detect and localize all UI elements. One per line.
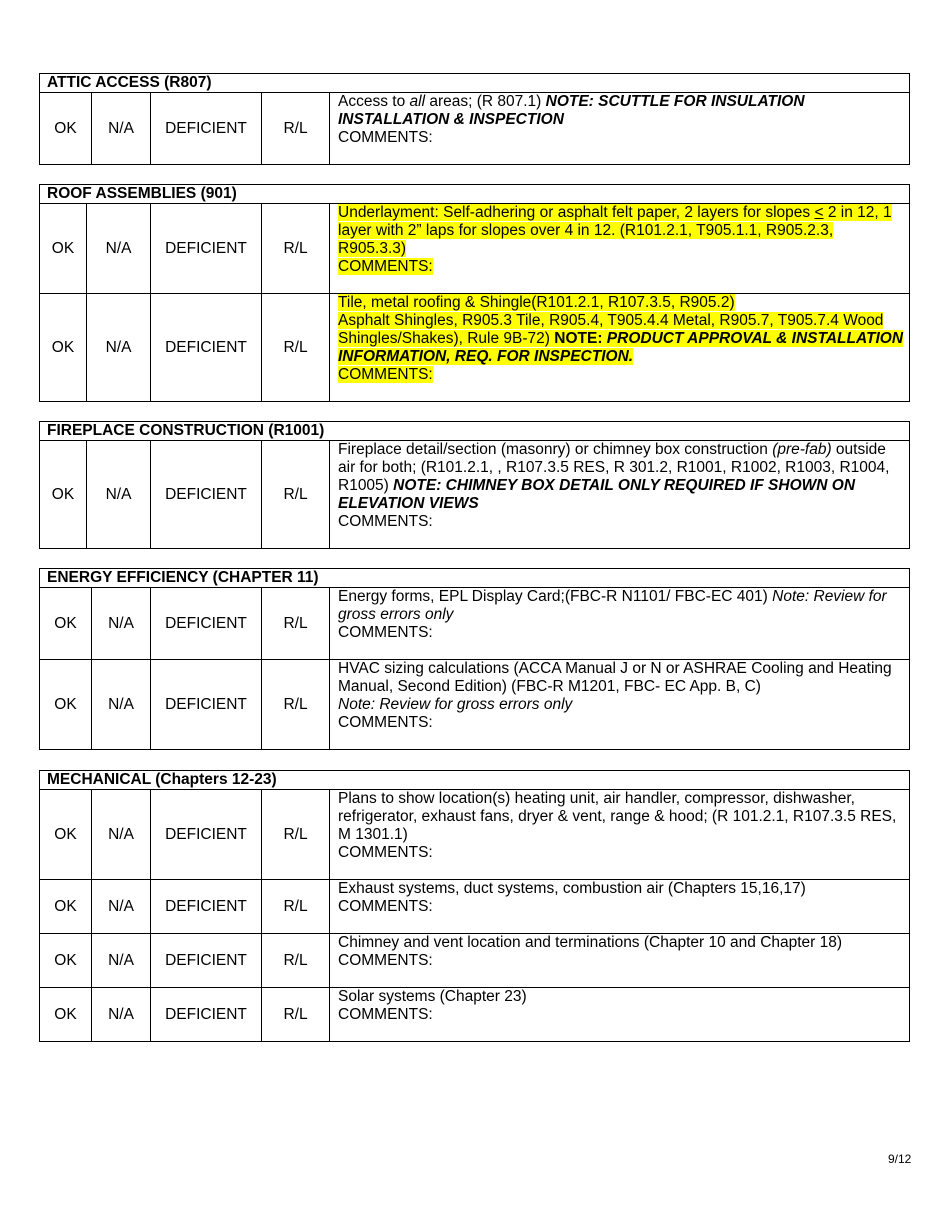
requirement-description: HVAC sizing calculations (ACCA Manual J or N or ASHRAE Cooling and Heating Manual, Second Edition) (FBC-R M1201, FBC- EC App. B, C) Note: Review for gross errors only COMMENTS: — [330, 660, 910, 750]
section-title: ENERGY EFFICIENCY (CHAPTER 11) — [40, 569, 910, 588]
option-ok[interactable]: OK — [40, 204, 87, 294]
option-ok[interactable]: OK — [40, 93, 92, 165]
requirement-description: Chimney and vent location and terminations (Chapter 10 and Chapter 18) COMMENTS: — [330, 934, 910, 988]
option-ok[interactable]: OK — [40, 988, 92, 1042]
section-title: MECHANICAL (Chapters 12-23) — [40, 771, 910, 790]
option-rl[interactable]: R/L — [262, 93, 330, 165]
option-deficient[interactable]: DEFICIENT — [151, 204, 262, 294]
option-ok[interactable]: OK — [40, 790, 92, 880]
option-rl[interactable]: R/L — [262, 934, 330, 988]
option-ok[interactable]: OK — [40, 660, 92, 750]
option-ok[interactable]: OK — [40, 934, 92, 988]
option-na[interactable]: N/A — [92, 934, 151, 988]
option-na[interactable]: N/A — [92, 790, 151, 880]
comments-label: COMMENTS: — [338, 258, 433, 275]
comments-label: COMMENTS: — [338, 129, 433, 146]
checklist-row — [40, 934, 910, 988]
option-ok[interactable]: OK — [40, 588, 92, 660]
requirement-description: Fireplace detail/section (masonry) or chimney box construction (pre-fab) outside air for both; (R101.2.1, , R107.3.5 RES, R 301.2, R1001, R1002, R1003, R1004, R1005) NOTE: CHIMNEY BOX DETAIL ONLY REQUIRED IF SHOWN ON ELEVATION VIEWS COMMENTS: — [330, 441, 910, 549]
option-deficient[interactable]: DEFICIENT — [151, 441, 262, 549]
option-deficient[interactable]: DEFICIENT — [151, 790, 262, 880]
comments-label: COMMENTS: — [338, 714, 433, 731]
comments-label: COMMENTS: — [338, 1006, 433, 1023]
option-rl[interactable]: R/L — [262, 294, 330, 402]
checklist-row — [40, 204, 910, 294]
section-title: FIREPLACE CONSTRUCTION (R1001) — [40, 422, 910, 441]
fireplace-construction-section — [39, 421, 910, 549]
requirement-description: Exhaust systems, duct systems, combustion air (Chapters 15,16,17) COMMENTS: — [330, 880, 910, 934]
requirement-description: Access to all areas; (R 807.1) NOTE: SCUTTLE FOR INSULATION INSTALLATION & INSPECTION COMMENTS: — [330, 93, 910, 165]
requirement-description: Plans to show location(s) heating unit, air handler, compressor, dishwasher, refrigerator, exhaust fans, dryer & vent, range & hood; (R 101.2.1, R107.3.5 RES, M 1301.1) COMMENTS: — [330, 790, 910, 880]
option-rl[interactable]: R/L — [262, 660, 330, 750]
comments-label: COMMENTS: — [338, 844, 433, 861]
option-rl[interactable]: R/L — [262, 588, 330, 660]
option-na[interactable]: N/A — [87, 204, 151, 294]
option-deficient[interactable]: DEFICIENT — [151, 294, 262, 402]
requirement-description: Solar systems (Chapter 23) COMMENTS: — [330, 988, 910, 1042]
option-rl[interactable]: R/L — [262, 790, 330, 880]
checklist-row — [40, 93, 910, 165]
option-deficient[interactable]: DEFICIENT — [151, 93, 262, 165]
comments-label: COMMENTS: — [338, 898, 433, 915]
option-deficient[interactable]: DEFICIENT — [151, 934, 262, 988]
option-na[interactable]: N/A — [92, 93, 151, 165]
option-na[interactable]: N/A — [87, 294, 151, 402]
comments-label: COMMENTS: — [338, 952, 433, 969]
option-na[interactable]: N/A — [92, 660, 151, 750]
checklist-row — [40, 790, 910, 880]
roof-assemblies-section — [39, 184, 910, 402]
page-number: 9/12 — [888, 1152, 912, 1166]
option-ok[interactable]: OK — [40, 441, 87, 549]
checklist-row — [40, 441, 910, 549]
option-na[interactable]: N/A — [92, 988, 151, 1042]
option-ok[interactable]: OK — [40, 294, 87, 402]
option-deficient[interactable]: DEFICIENT — [151, 988, 262, 1042]
checklist-row — [40, 988, 910, 1042]
energy-efficiency-section — [39, 568, 910, 750]
option-rl[interactable]: R/L — [262, 441, 330, 549]
section-title: ROOF ASSEMBLIES (901) — [40, 185, 910, 204]
comments-label: COMMENTS: — [338, 624, 433, 641]
option-na[interactable]: N/A — [92, 880, 151, 934]
option-rl[interactable]: R/L — [262, 204, 330, 294]
checklist-row — [40, 880, 910, 934]
checklist-row — [40, 294, 910, 402]
option-rl[interactable]: R/L — [262, 988, 330, 1042]
comments-label: COMMENTS: — [338, 513, 433, 530]
option-na[interactable]: N/A — [87, 441, 151, 549]
option-na[interactable]: N/A — [92, 588, 151, 660]
option-ok[interactable]: OK — [40, 880, 92, 934]
checklist-row — [40, 588, 910, 660]
option-deficient[interactable]: DEFICIENT — [151, 880, 262, 934]
requirement-description: Underlayment: Self-adhering or asphalt felt paper, 2 layers for slopes < 2 in 12, 1 layer with 2” laps for slopes over 4 in 12. (R101.2.1, T905.1.1, R905.2.3, R905.3.3) COMMENTS: — [330, 204, 910, 294]
section-title: ATTIC ACCESS (R807) — [40, 74, 910, 93]
mechanical-section — [39, 770, 910, 1042]
requirement-description: Energy forms, EPL Display Card;(FBC-R N1101/ FBC-EC 401) Note: Review for gross errors only COMMENTS: — [330, 588, 910, 660]
option-rl[interactable]: R/L — [262, 880, 330, 934]
comments-label: COMMENTS: — [338, 366, 433, 383]
option-deficient[interactable]: DEFICIENT — [151, 588, 262, 660]
requirement-description: Tile, metal roofing & Shingle(R101.2.1, R107.3.5, R905.2) Asphalt Shingles, R905.3 Tile, R905.4, T905.4.4 Metal, R905.7, T905.7.4 Wood Shingles/Shakes), Rule 9B-72) NOTE: PRODUCT APPROVAL & INSTALLATION INFORMATION, REQ. FOR INSPECTION. COMMENTS: — [330, 294, 910, 402]
attic-access-section — [39, 73, 910, 165]
checklist-row — [40, 660, 910, 750]
option-deficient[interactable]: DEFICIENT — [151, 660, 262, 750]
